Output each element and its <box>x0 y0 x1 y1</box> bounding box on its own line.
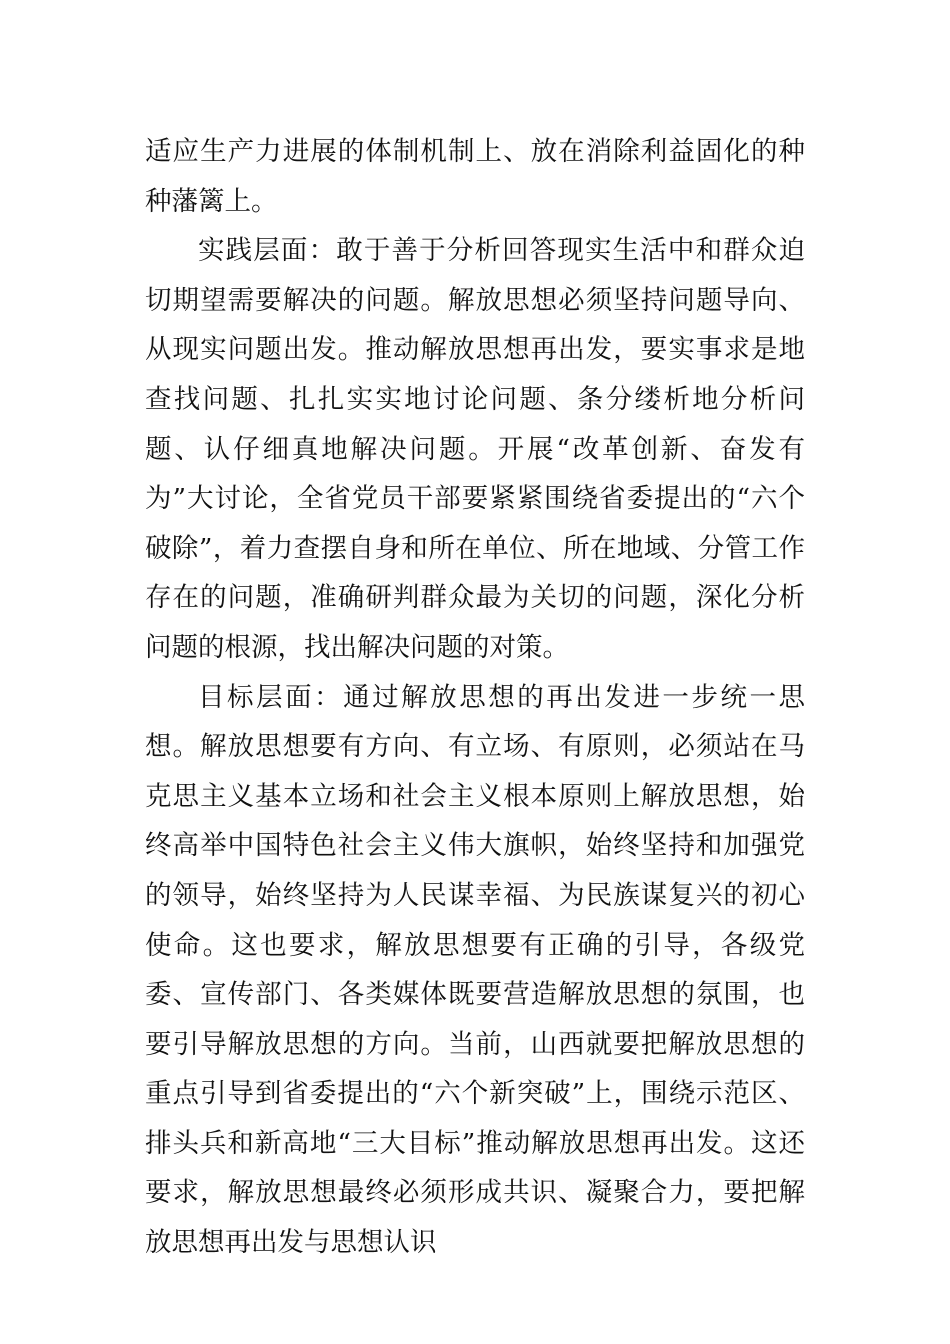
paragraph-goal-level: 目标层面：通过解放思想的再出发进一步统一思想。解放思想要有方向、有立场、有原则，必须站在马克思主义基本立场和社会主义根本原则上解放思想，始终高举中国特色社会主义伟大旗帜，始终坚持和加强党的领导，始终坚持为人民谋幸福、为民族谋复兴的初心使命。这也要求，解放思想要有正确的引导，各级党委、宣传部门、各类媒体既要营造解放思想的氛围，也要引导解放思想的方向。当前，山西就要把解放思想的重点引导到省委提出的“六个新突破”上，围绕示范区、排头兵和新高地“三大目标”推动解放思想再出发。这还要求，解放思想最终必须形成共识、凝聚合力，要把解放思想再出发与思想认识 <box>145 681 805 1259</box>
paragraph-practice-level: 实践层面：敢于善于分析回答现实生活中和群众迫切期望需要解决的问题。解放思想必须坚持问题导向、从现实问题出发。推动解放思想再出发，要实事求是地查找问题、扎扎实实地讨论问题、条分缕析地分析问题、认仔细真地解决问题。开展“改革创新、奋发有为”大讨论，全省党员干部要紧紧围绕省委提出的“六个破除”，着力查摆自身和所在单位、所在地域、分管工作存在的问题，准确研判群众最为关切的问题，深化分析问题的根源，找出解决问题的对策。 <box>145 235 805 663</box>
document-body <box>145 127 805 1268</box>
paragraph-continuation: 适应生产力进展的体制机制上、放在消除利益固化的种种藩篱上。 <box>145 136 805 217</box>
